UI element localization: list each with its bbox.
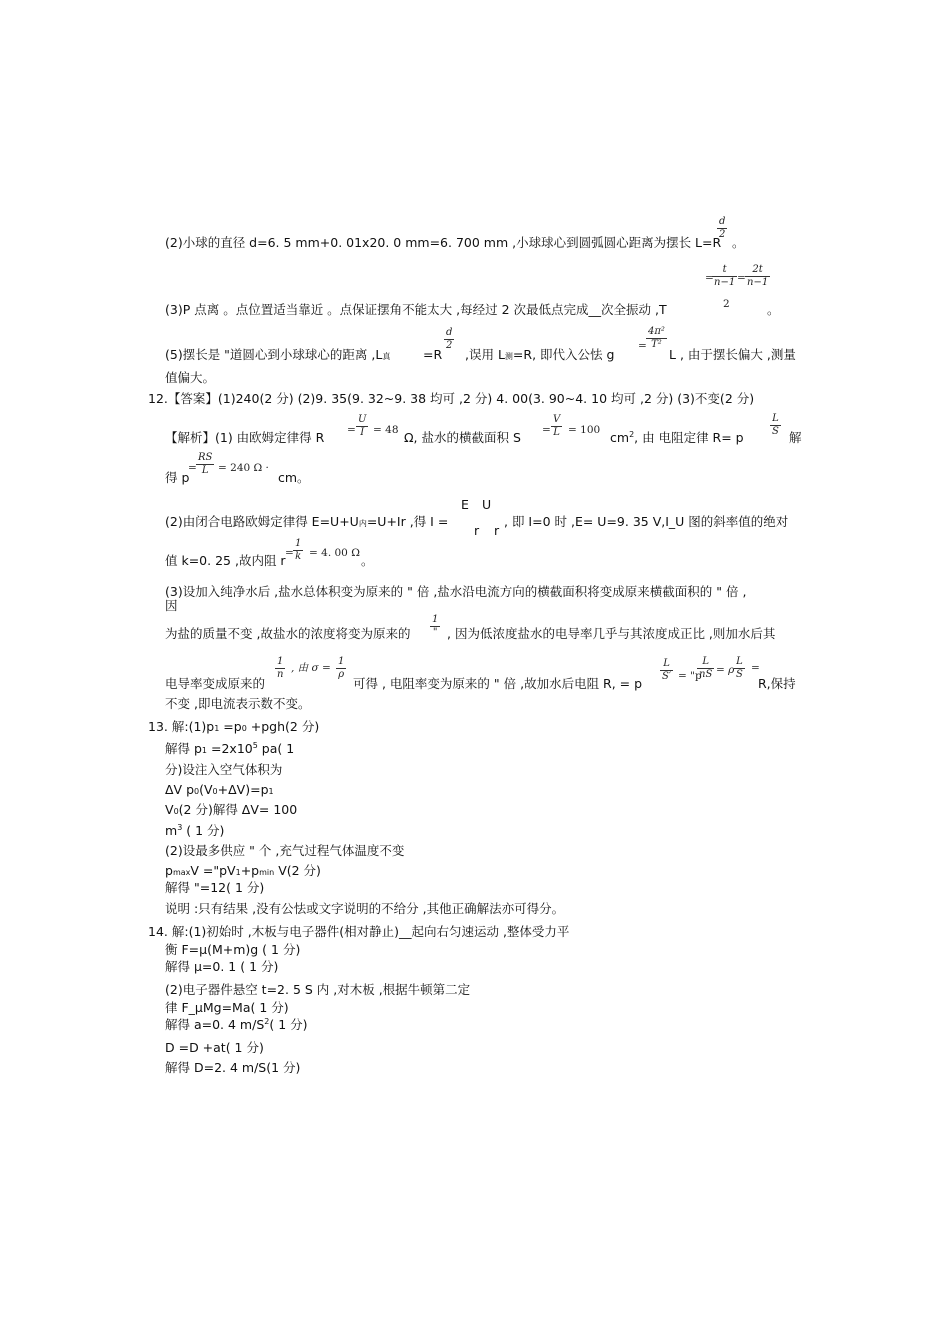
- fraction-V-over-L: $\frac{V}{L}$: [553, 414, 561, 438]
- text-line: L , 由于摆长偏大 ,测量: [669, 347, 796, 362]
- math-symbol: r: [474, 523, 480, 538]
- text-line: 得 p: [165, 470, 190, 485]
- fraction-1-over-rho: $\frac{1}{\rho}$: [338, 656, 345, 680]
- text-line: V0(2 分)解得 ΔV= 100: [165, 802, 298, 817]
- question-line: 13. 解:(1)p1 =p0 +pgh(2 分): [148, 719, 320, 734]
- text-line: 因: [165, 598, 178, 613]
- math-symbol: =: [542, 424, 551, 436]
- fraction-L-over-S: $\frac{L}{S}$: [736, 656, 743, 680]
- math-symbol: , 由 σ =: [291, 662, 331, 674]
- math-value: = 240 Ω ·: [218, 462, 269, 474]
- math-symbol: =: [751, 662, 760, 674]
- answer-line: 12.【答案】(1)240(2 分) (2)9. 35(9. 32~9. 38 均可 ,2 分) 4. 00(3. 90~4. 10 均可 ,2 分) (3)不变(2 分): [148, 391, 755, 406]
- text-line: 。: [732, 235, 745, 250]
- text-line: =R: [423, 347, 443, 362]
- text-line: 为盐的质量不变 ,故盐水的浓度将变为原来的: [165, 626, 411, 641]
- text-line: ΔV p0(V0+ΔV)=p1: [165, 782, 274, 797]
- math-symbol: = ρ: [716, 664, 735, 676]
- fraction-L-over-S-prime: $\frac{L}{S'}$: [662, 658, 672, 682]
- math-symbol: =: [285, 547, 294, 559]
- text-line: , 即 I=0 时 ,E= U=9. 35 V,I_U 图的斜率值的绝对: [504, 514, 789, 529]
- fraction-L-over-S: $\frac{L}{S}$: [772, 413, 779, 437]
- fraction-U-over-I: $\frac{U}{I}$: [358, 414, 367, 438]
- text-line: (3)P 点离 。点位置适当靠近 。点保证摆角不能太大 ,每经过 2 次最低点完成__次全振动 ,T: [165, 302, 667, 317]
- fraction-2t-over-n-1: $\frac{2t}{n-1}$: [747, 264, 769, 288]
- math-symbol: =: [705, 272, 714, 284]
- text-line: 值偏大。: [165, 370, 216, 385]
- text-line: pmaxV ="pV1+pmin V(2 分): [165, 863, 321, 878]
- text-line: 解: [789, 430, 802, 445]
- text-line: cm。: [278, 470, 310, 485]
- math-value: = 4. 00 Ω: [309, 547, 360, 559]
- text-line: 解得 a=0. 4 $m/S^2$( 1 分): [165, 1017, 308, 1033]
- fraction-4pi2-over-T2: $\frac{\text{4π²}}{\text{T²}}$: [648, 326, 665, 350]
- text-line: 衡 F=μ(M+m)g ( 1 分): [165, 942, 301, 957]
- text-line: 电导率变成原来的: [165, 676, 266, 691]
- text-line: ,误用 L测=R, 即代入公怯 g: [465, 347, 615, 362]
- text-line: 分)设注入空气体积为: [165, 762, 283, 777]
- text-line: 。: [767, 302, 780, 317]
- fraction-1-over-k: $\frac{1}{k}$: [295, 538, 302, 562]
- math-symbol: =: [638, 340, 647, 352]
- text-line: (2)设最多供应 " 个 ,充气过程气体温度不变: [165, 843, 405, 858]
- math-symbol: r: [494, 523, 500, 538]
- text-line: 解得 D=2. 4 m/S(1 分): [165, 1060, 301, 1075]
- text-line: , 因为低浓度盐水的电导率几乎与其浓度成正比 ,则加水后其: [447, 626, 776, 641]
- text-line: 【解析】(1) 由欧姆定律得 R: [165, 430, 325, 445]
- text-line: 说明 :只有结果 ,没有公怯或文字说明的不给分 ,其他正确解法亦可得分。: [165, 901, 565, 916]
- text-line: (3)设加入纯净水后 ,盐水总体积变为原来的 " 倍 ,盐水沿电流方向的横截面积将变成原来横截面积的 " 倍 ,: [165, 584, 747, 599]
- text-line: 可得 , 电阻率变为原来的 " 倍 ,故加水后电阻 R, = p: [353, 676, 643, 691]
- fraction-t-over-n-1: $\frac{t}{n-1}$: [714, 264, 736, 288]
- text-line: 律 F_μMg=Ma( 1 分): [165, 1000, 289, 1015]
- math-symbol: =: [188, 462, 197, 474]
- text-line: (2)小球的直径 d=6. 5 mm+0. 01x20. 0 mm=6. 700 mm ,小球球心到圆弧圆心距离为摆长 L=R: [165, 235, 722, 250]
- fraction-L-over-nS: $\frac{L}{nS}$: [699, 656, 713, 680]
- text-line: Ω, 盐水的横截面积 S: [404, 430, 521, 445]
- text-line: R,保持: [758, 676, 796, 691]
- fraction-d-over-2: $\frac{d}{2}$: [719, 216, 726, 240]
- text-line: 解得 "=12( 1 分): [165, 880, 265, 895]
- math-value: = 48: [373, 424, 399, 436]
- text-line: $m^3$ ( 1 分): [165, 823, 225, 839]
- math-symbol: U: [482, 497, 492, 512]
- text-line: (2)由闭合电路欧姆定律得 E=U+U内=U+Ir ,得 I =: [165, 514, 449, 529]
- text-line: 值 k=0. 25 ,故内阻 r: [165, 553, 286, 568]
- text-line: $cm^2$, 由 电阻定律 R= p: [610, 430, 744, 446]
- text-line: 。: [361, 553, 374, 568]
- question-line: 14. 解:(1)初始时 ,木板与电子器件(相对静止)__起向右匀速运动 ,整体受力平: [148, 924, 570, 939]
- math-symbol: = "p: [678, 670, 702, 682]
- math-value: = 100: [568, 424, 601, 436]
- text-line: 解得 $p1 =2x10^5$ pa( 1: [165, 741, 295, 757]
- text-line: 解得 μ=0. 1 ( 1 分): [165, 959, 279, 974]
- fraction-1-over-quote: 1 ": [432, 614, 439, 638]
- text-line: D =D +at( 1 分): [165, 1040, 264, 1055]
- text-line: 不变 ,即电流表示数不变。: [165, 696, 311, 711]
- math-symbol: =: [737, 272, 746, 284]
- fraction-RS-over-L: $\frac{RS}{L}$: [198, 452, 213, 476]
- math-symbol: E: [461, 497, 469, 512]
- fraction-d-over-2: $\frac{d}{2}$: [446, 327, 453, 351]
- text-line: (5)摆长是 "道圆心到小球球心的距离 ,L真: [165, 347, 391, 362]
- math-symbol: =: [347, 424, 356, 436]
- fraction-1-over-n: $\frac{1}{n}$: [277, 656, 284, 680]
- math-symbol: 2: [723, 298, 730, 310]
- text-line: (2)电子器件悬空 t=2. 5 S 内 ,对木板 ,根据牛顿第二定: [165, 982, 471, 997]
